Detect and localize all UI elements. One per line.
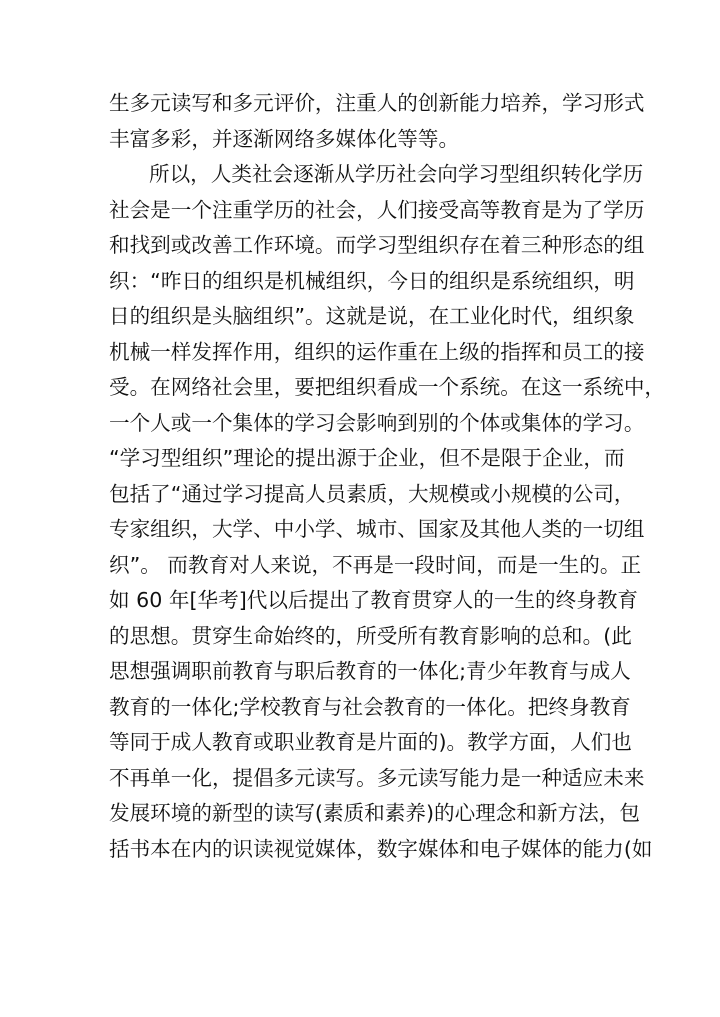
- text-line: 包括了“通过学习提高人员素质，大规模或小规模的公司，: [109, 481, 635, 506]
- text-line: 括书本在内的识读视觉媒体，数字媒体和电子媒体的能力(如: [109, 836, 653, 861]
- text-line: 和找到或改善工作环境。而学习型组织存在着三种形态的组: [109, 233, 645, 257]
- text-line: 织”。 而教育对人来说，不再是一段时间，而是一生的。正: [109, 552, 642, 577]
- text-line: 思想强调职前教育与职后教育的一体化;青少年教育与成人: [109, 659, 631, 683]
- text-line: 织：“昨日的组织是机械组织，今日的组织是系统组织，明: [109, 268, 635, 293]
- text-line: 机械一样发挥作用，组织的运作重在上级的指挥和员工的接: [109, 339, 645, 364]
- text-line: 生多元读写和多元评价，注重人的创新能力培养，学习形式: [109, 91, 645, 115]
- text-line: 专家组织，大学、中小学、城市、国家及其他人类的一切组: [109, 517, 645, 541]
- text-line: 教育的一体化;学校教育与社会教育的一体化。把终身教育: [109, 694, 631, 719]
- text-line: 受。在网络社会里，要把组织看成一个系统。在这一系统中，: [109, 375, 666, 399]
- text-line: 丰富多彩，并逐渐网络多媒体化等等。: [109, 126, 460, 151]
- text-line: 等同于成人教育或职业教育是片面的)。教学方面，人们也: [109, 730, 632, 754]
- text-line: 的思想。贯穿生命始终的，所受所有教育影响的总和。(此: [109, 623, 632, 648]
- text-line: 一个人或一个集体的学习会影响到别的个体或集体的学习。: [109, 410, 645, 435]
- text-line: 发展环境的新型的读写(素质和素养)的心理念和新方法，包: [109, 801, 640, 825]
- text-line: “学习型组织”理论的提出源于企业，但不是限于企业，而: [109, 446, 625, 470]
- text-line: 社会是一个注重学历的社会，人们接受高等教育是为了学历: [109, 197, 645, 222]
- text-line: 日的组织是头脑组织”。这就是说，在工业化时代，组织象: [109, 304, 635, 328]
- body-text: [109, 86, 666, 867]
- text-line: 所以，人类社会逐渐从学历社会向学习型组织转化学历: [149, 162, 644, 186]
- text-line: 不再单一化，提倡多元读写。多元读写能力是一种适应未来: [109, 765, 645, 790]
- text-line: 如 60 年[华考]代以后提出了教育贯穿人的一生的终身教育: [109, 588, 639, 612]
